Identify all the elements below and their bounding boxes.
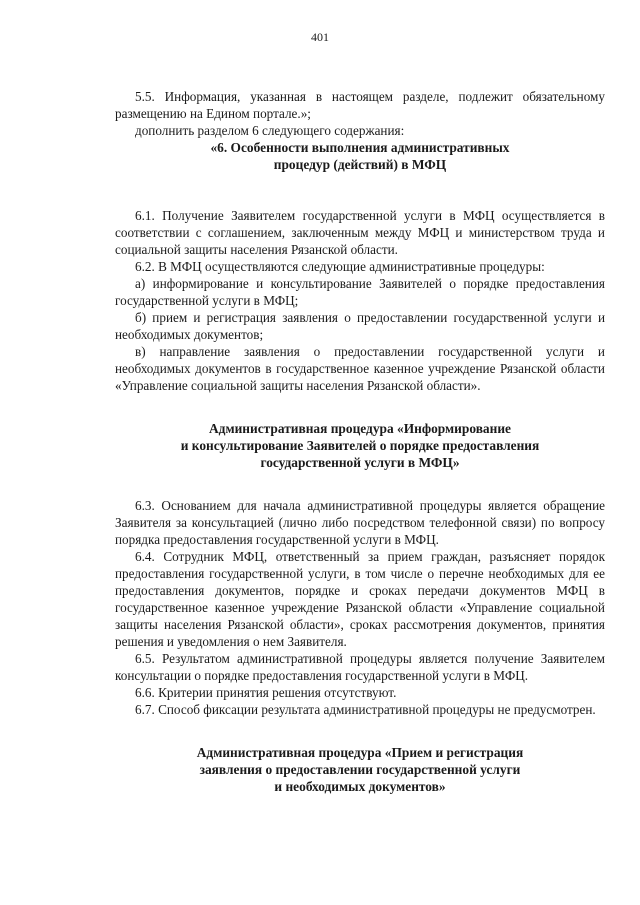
list-item-b: б) прием и регистрация заявления о предоставлении государственной услуги и необходимых документов; [115,310,605,342]
page-number: 401 [311,30,329,44]
heading-reception-line-2: заявления о предоставлении государственной услуги [199,762,521,777]
heading-reception-line-1: Административная процедура «Прием и регистрация [196,745,524,760]
paragraph-6-7: 6.7. Способ фиксации результата административной процедуры не предусмотрен. [135,702,596,717]
document-body [115,88,605,795]
list-item-a: а) информирование и консультирование Заявителей о порядке предоставления государственной услуги в МФЦ; [115,276,605,308]
paragraph-5-5: 5.5. Информация, указанная в настоящем разделе, подлежит обязательному размещению на Едином портале.»; [115,89,605,121]
paragraph-6-2: 6.2. В МФЦ осуществляются следующие административные процедуры: [135,259,545,274]
section-6-title-line-2: процедур (действий) в МФЦ [273,157,447,172]
heading-reception-line-3: и необходимых документов» [274,779,446,794]
heading-informing-line-3: государственной услуги в МФЦ» [260,455,460,470]
paragraph-6-4: 6.4. Сотрудник МФЦ, ответственный за прием граждан, разъясняет порядок предоставления государственной услуги, в том числе о перечне необходимых для ее предоставления документов, порядке и сроках передачи документов МФЦ в государственное казенное учреждение Рязанской области «Управление социальной защиты населения Рязанской области», сроках рассмотрения документов, принятия решения и уведомления о нем Заявителя. [115,549,605,649]
heading-reception [115,744,605,795]
section-6-title-line-1: «6. Особенности выполнения административных [210,140,510,155]
heading-informing-line-2: и консультирование Заявителей о порядке предоставления [180,438,540,453]
paragraph-6-1: 6.1. Получение Заявителем государственной услуги в МФЦ осуществляется в соответствии с соглашением, заключенным между МФЦ и министерством труда и социальной защиты населения Рязанской области. [115,208,605,257]
list-item-v: в) направление заявления о предоставлении государственной услуги и необходимых документов в государственное казенное учреждение Рязанской области «Управление социальной защиты населения Рязанской области». [115,344,605,393]
section-6-title [115,139,605,173]
heading-informing-line-1: Административная процедура «Информирование [209,421,511,436]
paragraph-6-3: 6.3. Основанием для начала административной процедуры является обращение Заявителя за консультацией (лично либо посредством телефонной связи) по вопросу порядка предоставления государственной услуги в МФЦ. [115,498,605,547]
paragraph-6-5: 6.5. Результатом административной процедуры является получение Заявителем консультации о порядке предоставления государственной услуги в МФЦ. [115,651,605,683]
paragraph-add-section: дополнить разделом 6 следующего содержания: [135,123,405,138]
paragraph-6-6: 6.6. Критерии принятия решения отсутствуют. [135,685,397,700]
heading-informing [115,420,605,471]
